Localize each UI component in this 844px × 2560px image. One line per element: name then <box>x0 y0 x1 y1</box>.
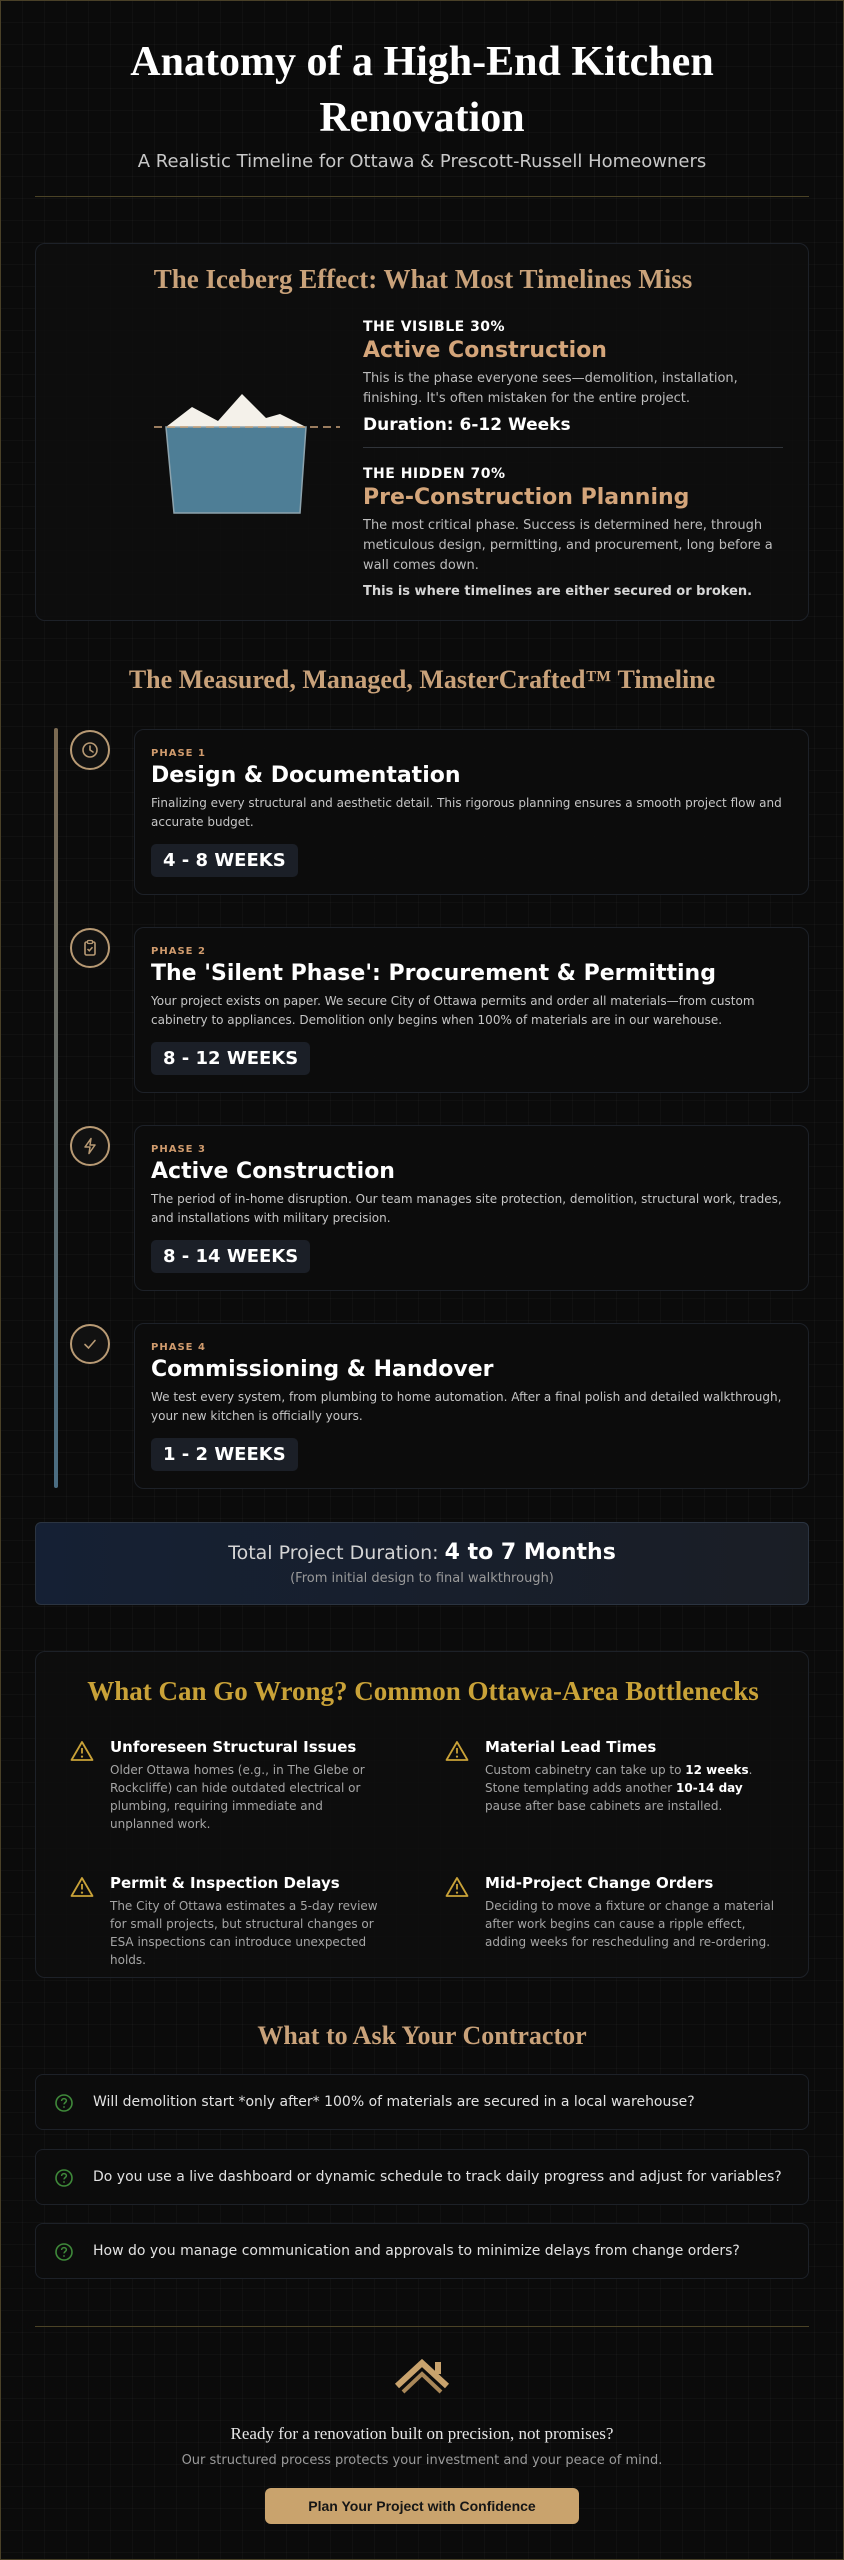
phase-number: PHASE 3 <box>151 1144 206 1155</box>
bottleneck-body: Custom cabinetry can take up to 12 weeks. Stone templating adds another 10-14 day pause after base cabinets are installed. <box>485 1763 753 1813</box>
footer-subtext: Our structured process protects your investment and your peace of mind. <box>181 2453 663 2468</box>
hidden-body: The most critical phase. Success is determined here, through meticulous design, permitting, and procurement, long before a wall comes down. <box>363 518 773 573</box>
phase-number: PHASE 2 <box>151 946 206 957</box>
phase-card-2 <box>134 927 809 1093</box>
questions-title: What to Ask Your Contractor <box>257 2021 587 2050</box>
phase-title: Active Construction <box>151 1159 395 1184</box>
bottleneck-item <box>485 1738 775 1815</box>
visible-block <box>363 319 783 599</box>
phase-card-1 <box>134 729 809 895</box>
page-title: Anatomy of a High-End Kitchen Renovation <box>130 39 714 141</box>
bottleneck-body: Older Ottawa homes (e.g., in The Glebe or Rockcliffe) can hide outdated electrical or plumbing, requiring immediate and unplanned work. <box>110 1763 365 1831</box>
bottleneck-item <box>110 1874 395 1969</box>
question-icon <box>54 2093 74 2113</box>
warning-icon <box>445 1876 469 1898</box>
page-subtitle: A Realistic Timeline for Ottawa & Prescott-Russell Homeowners <box>137 151 707 172</box>
bottleneck-title: Permit & Inspection Delays <box>110 1874 340 1892</box>
phase-duration-badge: 8 - 14 WEEKS <box>151 1240 310 1273</box>
bottleneck-body: The City of Ottawa estimates a 5-day review for small projects, but structural changes or ESA inspections can introduce unexpected holds. <box>110 1899 378 1967</box>
question-icon <box>54 2242 74 2262</box>
footer-question: Ready for a renovation built on precision, not promises? <box>230 2424 614 2443</box>
phase-description: Finalizing every structural and aesthetic detail. This rigorous planning ensures a smooth project flow and accurate budget. <box>151 796 782 829</box>
phase-title: Commissioning & Handover <box>151 1357 494 1382</box>
timeline-title: The Measured, Managed, MasterCrafted™ Timeline <box>128 665 716 694</box>
clipboard-check-icon <box>70 928 110 968</box>
bottleneck-title: Mid-Project Change Orders <box>485 1874 714 1892</box>
phase-description: We test every system, from plumbing to home automation. After a final polish and detailed walkthrough, your new kitchen is officially yours. <box>151 1390 782 1423</box>
hidden-note: This is where timelines are either secured or broken. <box>363 584 753 599</box>
total-duration-note: (From initial design to final walkthrough) <box>290 1571 554 1586</box>
question-card <box>35 2149 809 2205</box>
phase-number: PHASE 1 <box>151 748 206 759</box>
warning-icon <box>445 1740 469 1762</box>
total-duration-label: Total Project Duration: <box>228 1542 439 1564</box>
phase-card-4 <box>134 1323 809 1489</box>
phase-description: Your project exists on paper. We secure City of Ottawa permits and order all materials—from custom cabinetry to appliances. Demolition only begins when 100% of materials are in our warehouse. <box>151 994 755 1027</box>
bottleneck-body: Deciding to move a fixture or change a material after work begins can cause a ripple effect, adding weeks for rescheduling and re-ordering. <box>485 1899 775 1949</box>
visible-body: This is the phase everyone sees—demolition, installation, finishing. It's often mistaken for the entire project. <box>363 371 738 406</box>
bottleneck-item <box>485 1874 775 1951</box>
phase-number: PHASE 4 <box>151 1342 206 1353</box>
bottlenecks-card <box>35 1651 809 1978</box>
question-text: Do you use a live dashboard or dynamic schedule to track daily progress and adjust for variables? <box>93 2169 782 2185</box>
bottleneck-item <box>110 1738 385 1833</box>
checkmark-icon <box>70 1324 110 1364</box>
question-icon <box>54 2168 74 2188</box>
bottleneck-title: Unforeseen Structural Issues <box>110 1738 357 1756</box>
warning-icon <box>70 1740 94 1762</box>
iceberg-divider <box>363 447 783 448</box>
phase-description: The period of in-home disruption. Our team manages site protection, demolition, structural work, trades, and installations with military precision. <box>151 1192 782 1225</box>
iceberg-icon <box>154 390 340 530</box>
house-logo-icon <box>393 2356 451 2394</box>
total-duration-line <box>36 1540 808 1565</box>
footer-divider <box>35 2326 809 2327</box>
header-divider <box>35 196 809 197</box>
visible-kicker: THE VISIBLE 30% <box>363 319 506 335</box>
question-card <box>35 2223 809 2279</box>
lightning-icon <box>70 1126 110 1166</box>
phase-duration-badge: 8 - 12 WEEKS <box>151 1042 310 1075</box>
total-duration-card <box>35 1522 809 1605</box>
question-text: Will demolition start *only after* 100% of materials are secured in a local warehouse? <box>93 2094 695 2110</box>
phase-title: Design & Documentation <box>151 763 461 788</box>
warning-icon <box>70 1876 94 1898</box>
total-duration-value: 4 to 7 Months <box>444 1540 616 1565</box>
phase-card-3 <box>134 1125 809 1291</box>
clock-icon <box>70 730 110 770</box>
phase-title: The 'Silent Phase': Procurement & Permitting <box>151 961 716 986</box>
question-text: How do you manage communication and approvals to minimize delays from change orders? <box>93 2243 740 2259</box>
iceberg-card <box>35 243 809 621</box>
visible-duration: Duration: 6-12 Weeks <box>363 415 571 435</box>
bottleneck-title: Material Lead Times <box>485 1738 657 1756</box>
phase-duration-badge: 4 - 8 WEEKS <box>151 844 298 877</box>
phase-duration-badge: 1 - 2 WEEKS <box>151 1438 298 1471</box>
plan-project-button[interactable]: Plan Your Project with Confidence <box>265 2488 579 2524</box>
iceberg-title: The Iceberg Effect: What Most Timelines Miss <box>153 264 693 294</box>
bottlenecks-title: What Can Go Wrong? Common Ottawa-Area Bottlenecks <box>87 1676 759 1706</box>
hidden-heading: Pre-Construction Planning <box>363 485 690 510</box>
hidden-kicker: THE HIDDEN 70% <box>363 466 506 482</box>
visible-heading: Active Construction <box>363 338 607 363</box>
timeline-line <box>54 728 58 1488</box>
question-card <box>35 2074 809 2130</box>
